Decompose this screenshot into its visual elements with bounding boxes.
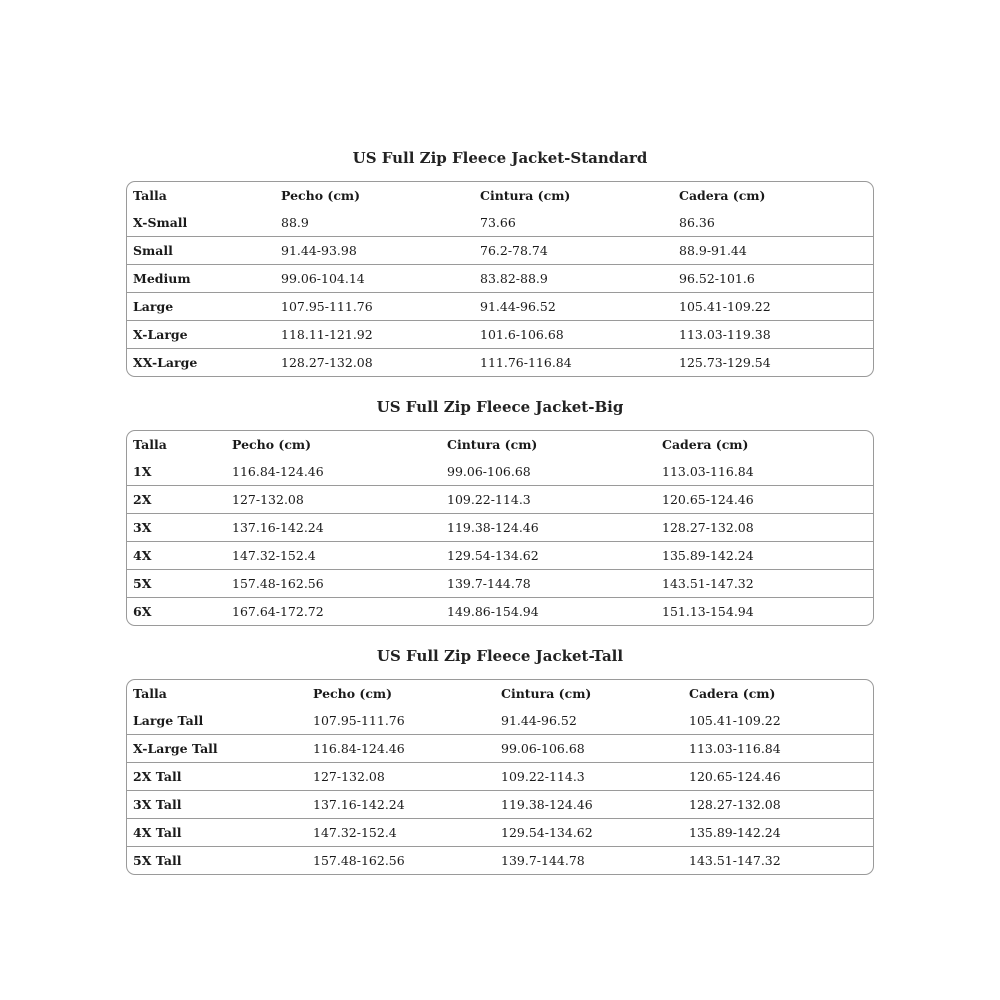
- cell-chest: 137.16-142.24: [226, 514, 441, 542]
- cell-waist: 76.2-78.74: [474, 237, 673, 265]
- cell-size: X-Small: [133, 215, 188, 230]
- cell-size: 5X Tall: [127, 847, 307, 875]
- cell-waist: 101.6-106.68: [474, 321, 673, 349]
- table-title: US Full Zip Fleece Jacket-Big: [376, 398, 624, 416]
- size-table-frame: [126, 181, 874, 377]
- cell-chest: 128.27-132.08: [275, 349, 474, 377]
- header-hip: Cadera (cm): [679, 188, 766, 203]
- cell-chest: 137.16-142.24: [307, 791, 495, 819]
- size-table-tall: [127, 680, 873, 874]
- table-row: [127, 209, 873, 237]
- table-row: [127, 349, 873, 377]
- cell-size: 4X: [127, 542, 226, 570]
- cell-chest: 116.84-124.46: [307, 735, 495, 763]
- cell-hip: 88.9-91.44: [673, 237, 873, 265]
- size-table-big-section: [126, 394, 874, 626]
- cell-size: XX-Large: [127, 349, 275, 377]
- cell-hip: 128.27-132.08: [683, 791, 873, 819]
- header-size: Talla: [133, 188, 167, 203]
- cell-chest: 99.06-104.14: [275, 265, 474, 293]
- table-row: [127, 293, 873, 321]
- cell-size: 1X: [133, 464, 152, 479]
- table-row: [127, 847, 873, 875]
- table-row: [127, 237, 873, 265]
- cell-chest: 107.95-111.76: [275, 293, 474, 321]
- cell-hip: 96.52-101.6: [673, 265, 873, 293]
- cell-size: 6X: [127, 598, 226, 626]
- cell-waist: 119.38-124.46: [495, 791, 683, 819]
- table-row: [127, 458, 873, 486]
- table-row: [127, 542, 873, 570]
- cell-size: 2X Tall: [127, 763, 307, 791]
- cell-hip: 113.03-116.84: [683, 735, 873, 763]
- table-title: US Full Zip Fleece Jacket-Standard: [352, 149, 648, 167]
- table-header-row: [127, 680, 873, 707]
- cell-chest: 147.32-152.4: [307, 819, 495, 847]
- cell-chest: 147.32-152.4: [226, 542, 441, 570]
- size-table-frame: [126, 679, 874, 875]
- table-header-row: [127, 431, 873, 458]
- cell-waist: 139.7-144.78: [441, 570, 656, 598]
- cell-waist: 91.44-96.52: [501, 713, 577, 728]
- cell-chest: 116.84-124.46: [232, 464, 324, 479]
- cell-hip: 120.65-124.46: [683, 763, 873, 791]
- cell-hip: 105.41-109.22: [673, 293, 873, 321]
- cell-chest: 157.48-162.56: [307, 847, 495, 875]
- table-row: [127, 486, 873, 514]
- cell-chest: 91.44-93.98: [275, 237, 474, 265]
- table-row: [127, 707, 873, 735]
- cell-waist: 139.7-144.78: [495, 847, 683, 875]
- table-row: [127, 598, 873, 626]
- cell-size: Medium: [127, 265, 275, 293]
- cell-waist: 99.06-106.68: [495, 735, 683, 763]
- header-waist: Cintura (cm): [501, 686, 592, 701]
- table-row: [127, 265, 873, 293]
- header-hip: Cadera (cm): [662, 437, 749, 452]
- cell-waist: 109.22-114.3: [441, 486, 656, 514]
- cell-size: 2X: [127, 486, 226, 514]
- cell-waist: 129.54-134.62: [441, 542, 656, 570]
- cell-hip: 86.36: [679, 215, 715, 230]
- header-chest: Pecho (cm): [313, 686, 393, 701]
- cell-waist: 149.86-154.94: [441, 598, 656, 626]
- cell-waist: 111.76-116.84: [474, 349, 673, 377]
- cell-hip: 113.03-119.38: [673, 321, 873, 349]
- cell-chest: 157.48-162.56: [226, 570, 441, 598]
- header-size: Talla: [133, 437, 167, 452]
- size-table-tall-section: [126, 643, 874, 875]
- size-table-standard-section: [126, 145, 874, 377]
- header-chest: Pecho (cm): [281, 188, 361, 203]
- cell-size: 4X Tall: [127, 819, 307, 847]
- cell-size: 3X Tall: [127, 791, 307, 819]
- table-row: [127, 819, 873, 847]
- header-chest: Pecho (cm): [232, 437, 312, 452]
- cell-chest: 88.9: [281, 215, 309, 230]
- cell-chest: 127-132.08: [226, 486, 441, 514]
- header-hip: Cadera (cm): [689, 686, 776, 701]
- cell-chest: 167.64-172.72: [226, 598, 441, 626]
- cell-size: 3X: [127, 514, 226, 542]
- cell-chest: 107.95-111.76: [313, 713, 405, 728]
- cell-hip: 135.89-142.24: [656, 542, 873, 570]
- cell-hip: 143.51-147.32: [683, 847, 873, 875]
- cell-hip: 113.03-116.84: [662, 464, 754, 479]
- cell-size: 5X: [127, 570, 226, 598]
- cell-hip: 125.73-129.54: [673, 349, 873, 377]
- cell-size: X-Large Tall: [127, 735, 307, 763]
- table-row: [127, 570, 873, 598]
- cell-waist: 119.38-124.46: [441, 514, 656, 542]
- cell-hip: 143.51-147.32: [656, 570, 873, 598]
- cell-chest: 118.11-121.92: [275, 321, 474, 349]
- cell-size: Small: [127, 237, 275, 265]
- cell-hip: 135.89-142.24: [683, 819, 873, 847]
- table-row: [127, 763, 873, 791]
- cell-hip: 128.27-132.08: [656, 514, 873, 542]
- cell-size: Large: [127, 293, 275, 321]
- cell-hip: 151.13-154.94: [656, 598, 873, 626]
- cell-waist: 91.44-96.52: [474, 293, 673, 321]
- header-waist: Cintura (cm): [447, 437, 538, 452]
- cell-size: Large Tall: [133, 713, 204, 728]
- table-row: [127, 791, 873, 819]
- cell-chest: 127-132.08: [307, 763, 495, 791]
- table-row: [127, 514, 873, 542]
- size-table-frame: [126, 430, 874, 626]
- cell-waist: 129.54-134.62: [495, 819, 683, 847]
- cell-size: X-Large: [127, 321, 275, 349]
- header-waist: Cintura (cm): [480, 188, 571, 203]
- table-title: US Full Zip Fleece Jacket-Tall: [376, 647, 624, 665]
- header-size: Talla: [133, 686, 167, 701]
- cell-waist: 73.66: [480, 215, 516, 230]
- cell-hip: 105.41-109.22: [689, 713, 781, 728]
- cell-waist: 99.06-106.68: [447, 464, 531, 479]
- size-table-standard: [127, 182, 873, 376]
- cell-waist: 109.22-114.3: [495, 763, 683, 791]
- table-row: [127, 735, 873, 763]
- cell-hip: 120.65-124.46: [656, 486, 873, 514]
- cell-waist: 83.82-88.9: [474, 265, 673, 293]
- table-header-row: [127, 182, 873, 209]
- table-row: [127, 321, 873, 349]
- size-table-big: [127, 431, 873, 625]
